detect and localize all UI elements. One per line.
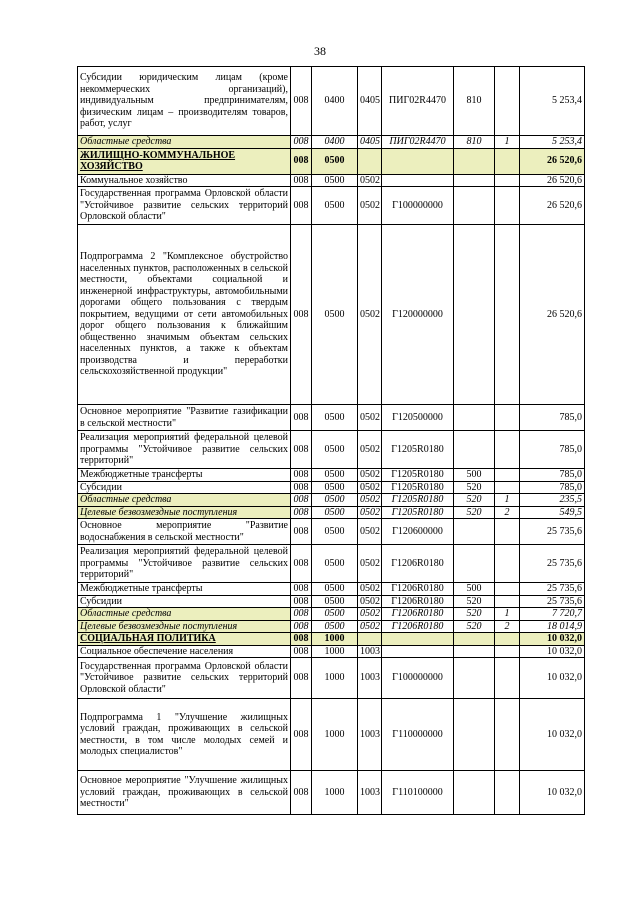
row-sum: 25 735,6 (520, 595, 585, 608)
row-sum: 785,0 (520, 469, 585, 482)
row-ved: 008 (291, 620, 312, 633)
row-pr: 0502 (358, 225, 382, 405)
row-name: Областные средства (78, 608, 291, 621)
row-cs: Г100000000 (382, 187, 454, 225)
row-rz: 1000 (312, 645, 358, 658)
row-pr: 0502 (358, 405, 382, 431)
row-vr (454, 658, 495, 699)
row-pr: 0502 (358, 469, 382, 482)
row-name: Основное мероприятие "Улучшение жилищных условий граждан, проживающих в сельской местности" (78, 771, 291, 815)
row-sum: 785,0 (520, 481, 585, 494)
row-rz: 0500 (312, 469, 358, 482)
row-cs: Г1205R0180 (382, 469, 454, 482)
row-rz: 1000 (312, 771, 358, 815)
row-cs (382, 148, 454, 174)
row-vr (454, 519, 495, 545)
row-ist (495, 583, 520, 596)
row-vr: 500 (454, 469, 495, 482)
row-pr: 1003 (358, 771, 382, 815)
row-ist (495, 658, 520, 699)
table-row (78, 608, 585, 621)
row-pr: 0405 (358, 67, 382, 136)
row-vr (454, 545, 495, 583)
table-row (78, 519, 585, 545)
row-sum: 10 032,0 (520, 658, 585, 699)
table-row (78, 583, 585, 596)
table-row (78, 699, 585, 771)
row-name: Государственная программа Орловской области "Устойчивое развитие сельских территорий Орловской области" (78, 658, 291, 699)
row-sum: 10 032,0 (520, 645, 585, 658)
table-row (78, 67, 585, 136)
row-name: Целевые безвозмездные поступления (78, 620, 291, 633)
row-vr: 520 (454, 494, 495, 507)
row-cs: Г120600000 (382, 519, 454, 545)
row-rz: 0500 (312, 481, 358, 494)
row-ved: 008 (291, 225, 312, 405)
row-name: СОЦИАЛЬНАЯ ПОЛИТИКА (78, 633, 291, 646)
row-ved: 008 (291, 148, 312, 174)
table-row (78, 187, 585, 225)
row-vr: 810 (454, 136, 495, 149)
row-ved: 008 (291, 469, 312, 482)
row-ved: 008 (291, 583, 312, 596)
row-ved: 008 (291, 771, 312, 815)
row-vr: 520 (454, 608, 495, 621)
row-cs: Г1206R0180 (382, 608, 454, 621)
table-row (78, 658, 585, 699)
row-rz: 0500 (312, 494, 358, 507)
row-pr: 0502 (358, 595, 382, 608)
row-vr: 520 (454, 506, 495, 519)
row-sum: 10 032,0 (520, 771, 585, 815)
row-sum: 10 032,0 (520, 699, 585, 771)
table-row (78, 545, 585, 583)
row-ist (495, 595, 520, 608)
row-ist (495, 545, 520, 583)
row-rz: 0500 (312, 583, 358, 596)
row-vr (454, 645, 495, 658)
table-row (78, 405, 585, 431)
row-name: Субсидии (78, 481, 291, 494)
row-pr: 0502 (358, 608, 382, 621)
table-row (78, 148, 585, 174)
row-name: Государственная программа Орловской области "Устойчивое развитие сельских территорий Орловской области" (78, 187, 291, 225)
row-name: Коммунальное хозяйство (78, 174, 291, 187)
row-ist: 1 (495, 608, 520, 621)
row-pr: 0502 (358, 431, 382, 469)
row-rz: 1000 (312, 658, 358, 699)
row-ved: 008 (291, 595, 312, 608)
table-row (78, 645, 585, 658)
row-pr: 0502 (358, 187, 382, 225)
row-ved: 008 (291, 519, 312, 545)
row-rz: 0500 (312, 225, 358, 405)
row-name: Субсидии юридическим лицам (кроме некоммерческих организаций), индивидуальным предпринимателям, физическим лицам – производителям товаров, работ, услуг (78, 67, 291, 136)
row-sum: 26 520,6 (520, 174, 585, 187)
row-name: Межбюджетные трансферты (78, 583, 291, 596)
row-rz: 0500 (312, 506, 358, 519)
row-vr (454, 225, 495, 405)
row-name: Субсидии (78, 595, 291, 608)
row-pr: 1003 (358, 699, 382, 771)
row-pr: 0502 (358, 583, 382, 596)
row-vr: 500 (454, 583, 495, 596)
row-name: Основное мероприятие "Развитие водоснабжения в сельской местности" (78, 519, 291, 545)
row-cs: Г1205R0180 (382, 431, 454, 469)
row-ist (495, 469, 520, 482)
row-rz: 0500 (312, 608, 358, 621)
row-sum: 26 520,6 (520, 187, 585, 225)
row-name: Подпрограмма 1 "Улучшение жилищных условий граждан, проживающих в сельской местности, в том числе молодых семей и молодых специалистов" (78, 699, 291, 771)
row-sum: 25 735,6 (520, 545, 585, 583)
row-pr: 1003 (358, 645, 382, 658)
row-ved: 008 (291, 494, 312, 507)
row-rz: 0400 (312, 67, 358, 136)
table-row (78, 431, 585, 469)
row-sum: 18 014,9 (520, 620, 585, 633)
row-pr: 0502 (358, 519, 382, 545)
row-ist: 1 (495, 136, 520, 149)
table-row (78, 225, 585, 405)
row-sum: 5 253,4 (520, 67, 585, 136)
table-row (78, 174, 585, 187)
row-vr (454, 699, 495, 771)
row-ist (495, 481, 520, 494)
row-vr: 520 (454, 620, 495, 633)
row-vr (454, 771, 495, 815)
row-cs: ПИГ02R4470 (382, 136, 454, 149)
row-ved: 008 (291, 405, 312, 431)
page-number: 38 (314, 44, 326, 58)
budget-table (77, 66, 585, 815)
table-row (78, 506, 585, 519)
row-pr: 0502 (358, 620, 382, 633)
table-row (78, 494, 585, 507)
row-cs: Г100000000 (382, 658, 454, 699)
row-vr: 810 (454, 67, 495, 136)
row-vr (454, 148, 495, 174)
row-sum: 7 720,7 (520, 608, 585, 621)
row-ist (495, 519, 520, 545)
row-ved: 008 (291, 481, 312, 494)
row-rz: 0500 (312, 595, 358, 608)
row-cs: ПИГ02R4470 (382, 67, 454, 136)
row-sum: 25 735,6 (520, 519, 585, 545)
row-ist (495, 148, 520, 174)
row-rz: 0400 (312, 136, 358, 149)
row-ist (495, 431, 520, 469)
row-ist (495, 225, 520, 405)
row-ist (495, 633, 520, 646)
row-vr (454, 187, 495, 225)
row-vr (454, 405, 495, 431)
row-cs: Г1206R0180 (382, 620, 454, 633)
row-name: Основное мероприятие "Развитие газификации в сельской местности" (78, 405, 291, 431)
row-ist (495, 699, 520, 771)
row-ved: 008 (291, 506, 312, 519)
row-pr: 0502 (358, 174, 382, 187)
row-pr (358, 148, 382, 174)
row-sum: 235,5 (520, 494, 585, 507)
table-row (78, 620, 585, 633)
row-sum: 26 520,6 (520, 225, 585, 405)
row-ved: 008 (291, 633, 312, 646)
row-ved: 008 (291, 136, 312, 149)
row-rz: 1000 (312, 699, 358, 771)
row-rz: 0500 (312, 519, 358, 545)
row-pr: 0502 (358, 506, 382, 519)
row-ist: 1 (495, 494, 520, 507)
row-cs: Г110000000 (382, 699, 454, 771)
row-cs (382, 645, 454, 658)
row-pr (358, 633, 382, 646)
row-name: Социальное обеспечение населения (78, 645, 291, 658)
row-vr: 520 (454, 595, 495, 608)
row-sum: 5 253,4 (520, 136, 585, 149)
row-cs (382, 174, 454, 187)
table-row (78, 136, 585, 149)
row-cs: Г1206R0180 (382, 545, 454, 583)
row-ist (495, 67, 520, 136)
row-pr: 0502 (358, 494, 382, 507)
row-ved: 008 (291, 187, 312, 225)
row-pr: 1003 (358, 658, 382, 699)
row-ist (495, 187, 520, 225)
row-sum: 549,5 (520, 506, 585, 519)
row-ist (495, 174, 520, 187)
row-rz: 1000 (312, 633, 358, 646)
row-name: Областные средства (78, 136, 291, 149)
row-cs: Г1206R0180 (382, 583, 454, 596)
row-rz: 0500 (312, 148, 358, 174)
row-ved: 008 (291, 645, 312, 658)
row-cs: Г1205R0180 (382, 494, 454, 507)
row-cs (382, 633, 454, 646)
row-sum: 785,0 (520, 405, 585, 431)
row-ved: 008 (291, 608, 312, 621)
row-ist (495, 771, 520, 815)
row-rz: 0500 (312, 405, 358, 431)
row-vr (454, 174, 495, 187)
row-ist: 2 (495, 506, 520, 519)
row-sum: 10 032,0 (520, 633, 585, 646)
row-name: Реализация мероприятий федеральной целевой программы "Устойчивое развитие сельских территорий" (78, 431, 291, 469)
row-rz: 0500 (312, 187, 358, 225)
row-name: Межбюджетные трансферты (78, 469, 291, 482)
row-name: ЖИЛИЩНО-КОММУНАЛЬНОЕ ХОЗЯЙСТВО (78, 148, 291, 174)
row-cs: Г1205R0180 (382, 481, 454, 494)
table-row (78, 481, 585, 494)
row-ved: 008 (291, 67, 312, 136)
row-rz: 0500 (312, 174, 358, 187)
row-ved: 008 (291, 545, 312, 583)
row-vr: 520 (454, 481, 495, 494)
row-pr: 0502 (358, 545, 382, 583)
row-cs: Г120000000 (382, 225, 454, 405)
row-name: Целевые безвозмездные поступления (78, 506, 291, 519)
row-cs: Г110100000 (382, 771, 454, 815)
row-rz: 0500 (312, 431, 358, 469)
row-name: Подпрограмма 2 "Комплексное обустройство населенных пунктов, расположенных в сельской местности, объектами социальной и инженерной инфраструктуры, автомобильными дорогами общего пользования с твердым покрытием, ведущими от сети автомобильных дорог общего пользования к ближайшим общественно значимым объектам сельских населенных пунктов, а также к объектам производства и переработки сельскохозяйственной продукции" (78, 225, 291, 405)
row-name: Реализация мероприятий федеральной целевой программы "Устойчивое развитие сельских территорий" (78, 545, 291, 583)
table-row (78, 469, 585, 482)
row-ist: 2 (495, 620, 520, 633)
table-row (78, 595, 585, 608)
row-ved: 008 (291, 174, 312, 187)
row-sum: 25 735,6 (520, 583, 585, 596)
row-pr: 0405 (358, 136, 382, 149)
row-ved: 008 (291, 658, 312, 699)
row-name: Областные средства (78, 494, 291, 507)
table-row (78, 771, 585, 815)
row-cs: Г1205R0180 (382, 506, 454, 519)
row-ist (495, 645, 520, 658)
row-ved: 008 (291, 699, 312, 771)
row-rz: 0500 (312, 545, 358, 583)
row-pr: 0502 (358, 481, 382, 494)
row-ved: 008 (291, 431, 312, 469)
row-cs: Г1206R0180 (382, 595, 454, 608)
row-vr (454, 431, 495, 469)
row-cs: Г120500000 (382, 405, 454, 431)
row-rz: 0500 (312, 620, 358, 633)
row-sum: 785,0 (520, 431, 585, 469)
row-vr (454, 633, 495, 646)
row-ist (495, 405, 520, 431)
row-sum: 26 520,6 (520, 148, 585, 174)
table-row (78, 633, 585, 646)
